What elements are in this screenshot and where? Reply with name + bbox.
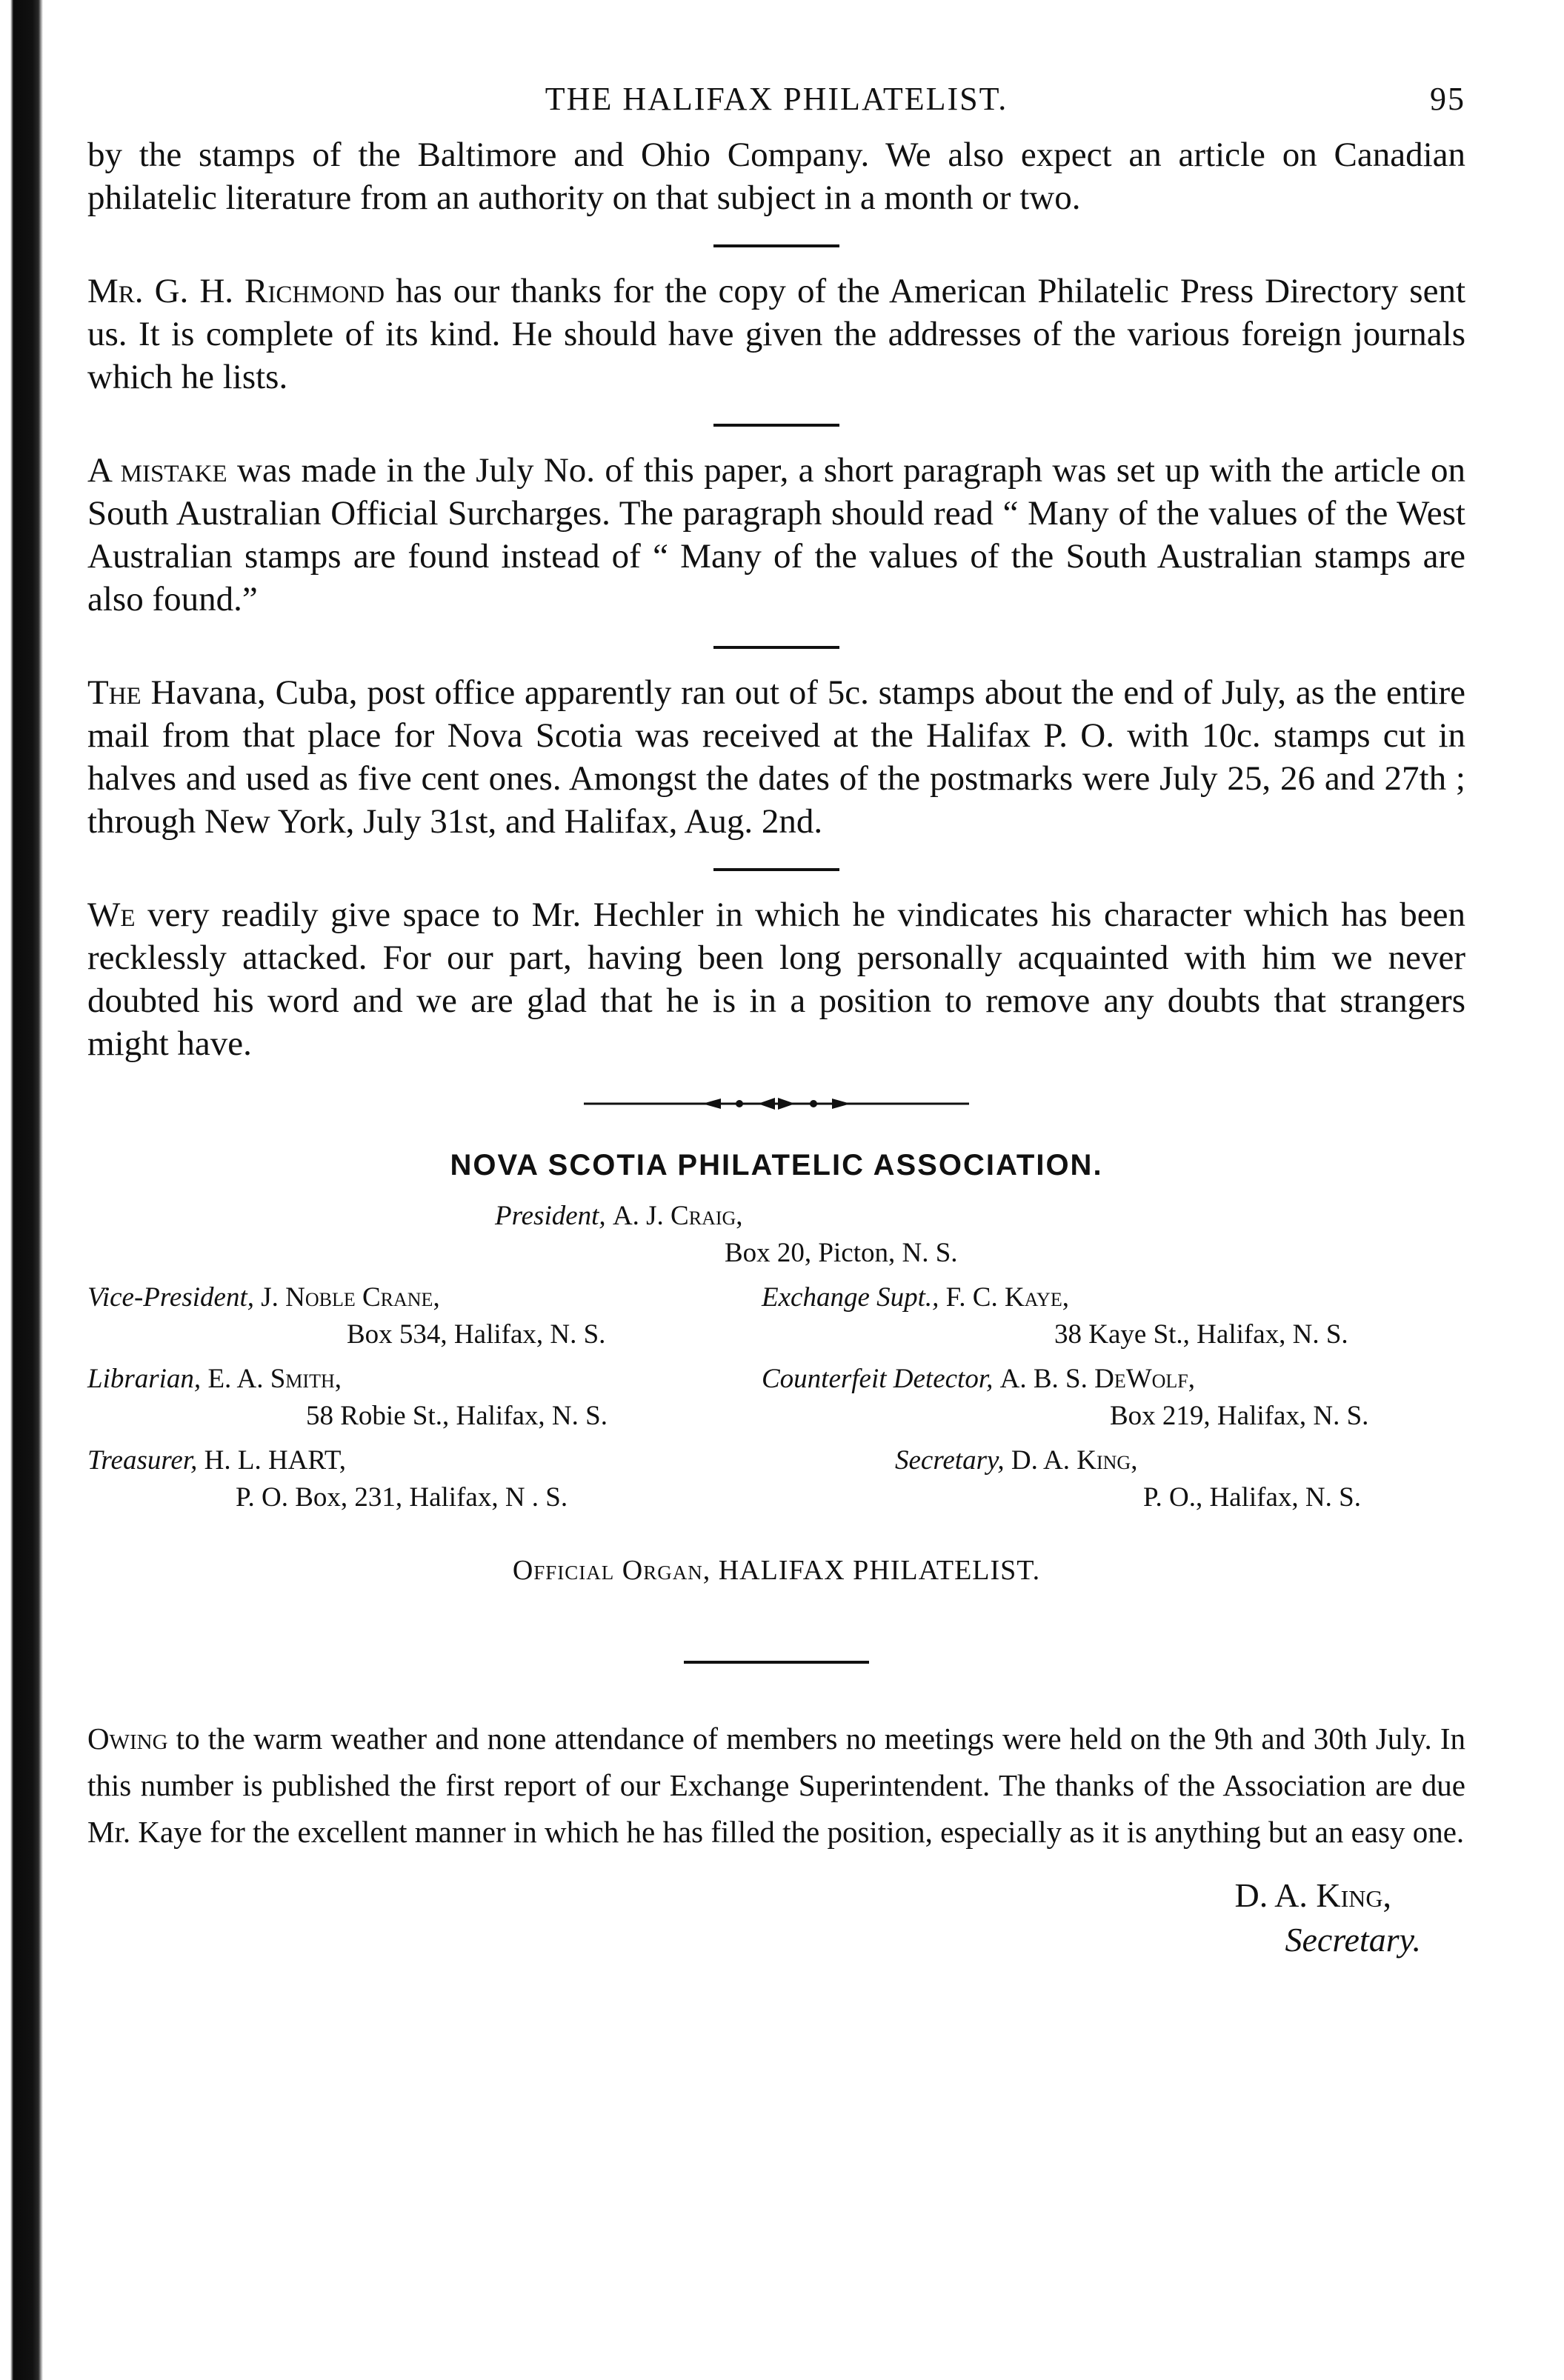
paragraph-havana: [87, 671, 1465, 843]
document-page: [87, 74, 1465, 1962]
officer-vice-president: [87, 1280, 440, 1316]
divider-rule: [713, 244, 839, 247]
signature-block: [87, 1873, 1465, 1962]
officer-role: Librarian,: [87, 1364, 202, 1394]
association-title: NOVA SCOTIA PHILATELIC ASSOCIATION.: [450, 1149, 1103, 1181]
officer-librarian-address: 58 Robie St., Halifax, N. S.: [306, 1401, 608, 1431]
officer-role: Vice-President,: [87, 1282, 254, 1313]
officer-role: Exchange Supt.,: [762, 1282, 939, 1313]
officer-name: A. J. Craig,: [612, 1201, 743, 1231]
page-number: 95: [1430, 81, 1465, 117]
paragraph-lead: A mistake: [87, 451, 227, 490]
officer-name: A. B. S. DeWolf,: [999, 1364, 1196, 1394]
officer-role: President,: [495, 1201, 606, 1231]
officer-exchange-supt-address: 38 Kaye St., Halifax, N. S.: [1054, 1319, 1348, 1350]
officer-role: Treasurer,: [87, 1445, 198, 1476]
ornament-icon: [584, 1095, 969, 1113]
book-spine-shadow: [0, 0, 43, 2380]
paragraph-text: by the stamps of the Baltimore and Ohio Company. We also expect an article on Canadian philatelic literature from an authority on that subject in a month or two.: [87, 136, 1465, 217]
officer-name: F. C. Kaye,: [945, 1282, 1069, 1313]
paragraph-text: has our thanks for the copy of the American Philatelic Press Directory sent us. It is complete of its kind. He should have given the addresses of the various foreign journals which he lists.: [87, 272, 1465, 396]
divider-rule: [713, 424, 839, 427]
paragraph-mistake: [87, 449, 1465, 621]
divider-rule: [684, 1661, 869, 1664]
officer-role: Counterfeit Detector,: [762, 1364, 994, 1394]
officer-treasurer-address: P. O. Box, 231, Halifax, N . S.: [236, 1482, 568, 1513]
paragraph-text: very readily give space to Mr. Hechler in which he vindicates his character which has been recklessly attacked. For our part, having been long personally acquainted with him we never doubted his word and we are glad that he is in a position to remove any doubts that strangers might have.: [87, 896, 1465, 1063]
officer-exchange-supt: [762, 1280, 1069, 1316]
officer-secretary: [895, 1443, 1137, 1479]
paragraph-lead: The: [87, 673, 142, 712]
officers-list: [87, 1199, 1465, 1547]
officer-secretary-address: P. O., Halifax, N. S.: [1143, 1482, 1361, 1513]
officer-counterfeit-detector: [762, 1361, 1195, 1397]
ornamental-rule: [87, 1095, 1465, 1116]
paragraph-owing: [87, 1716, 1465, 1856]
paragraph-text: Havana, Cuba, post office apparently ran out of 5c. stamps about the end of July, as the entire mail from that place for Nova Scotia was received at the Halifax P. O. with 10c. stamps cut in halves and used as five cent ones. Amongst the dates of the postmarks were July 25, 26 and 27th ; through New York, July 31st, and Halifax, Aug. 2nd.: [87, 673, 1465, 841]
paragraph-lead: Mr. G. H. Richmond: [87, 272, 385, 310]
divider-rule: [713, 646, 839, 649]
running-header: [87, 74, 1465, 133]
paragraph-richmond: [87, 270, 1465, 399]
signature-name: D. A. King,: [1234, 1876, 1391, 1914]
officer-role: Secretary,: [895, 1445, 1005, 1476]
officer-vice-president-address: Box 534, Halifax, N. S.: [347, 1319, 606, 1350]
officer-name: D. A. King,: [1011, 1445, 1138, 1476]
officer-counterfeit-detector-address: Box 219, Halifax, N. S.: [1110, 1401, 1369, 1431]
officer-name: E. A. Smith,: [207, 1364, 342, 1394]
paragraph-lead: Owing: [87, 1721, 168, 1756]
official-organ-value: HALIFAX PHILATELIST.: [718, 1555, 1041, 1586]
officer-president: [495, 1199, 743, 1234]
paragraph-text: to the warm weather and none attendance of members no meetings were held on the 9th and 30th July. In this number is published the first report of our Exchange Superintendent. The thanks of the Association are due Mr. Kaye for the excellent manner in which he has filled the position, especially as it is anything but an easy one.: [87, 1721, 1465, 1849]
officer-librarian: [87, 1361, 342, 1397]
paragraph-baltimore: [87, 133, 1465, 219]
officer-name: H. L. HART,: [204, 1445, 346, 1476]
signature-role: Secretary.: [1285, 1921, 1421, 1959]
officer-name: J. Noble Crane,: [261, 1282, 440, 1313]
officer-treasurer: [87, 1443, 346, 1479]
official-organ-label: Official Organ,: [512, 1555, 711, 1586]
divider-rule: [713, 868, 839, 871]
paragraph-hechler: [87, 893, 1465, 1065]
official-organ: [87, 1554, 1465, 1587]
journal-title: THE HALIFAX PHILATELIST.: [545, 81, 1008, 117]
paragraph-lead: We: [87, 896, 136, 934]
paragraph-text: was made in the July No. of this paper, a short paragraph was set up with the article on South Australian Official Surcharges. The paragraph should read “ Many of the values of the West Australian stamps are found instead of “ Many of the values of the South Australian stamps are also found.”: [87, 451, 1466, 619]
officer-president-address: Box 20, Picton, N. S.: [725, 1238, 958, 1268]
